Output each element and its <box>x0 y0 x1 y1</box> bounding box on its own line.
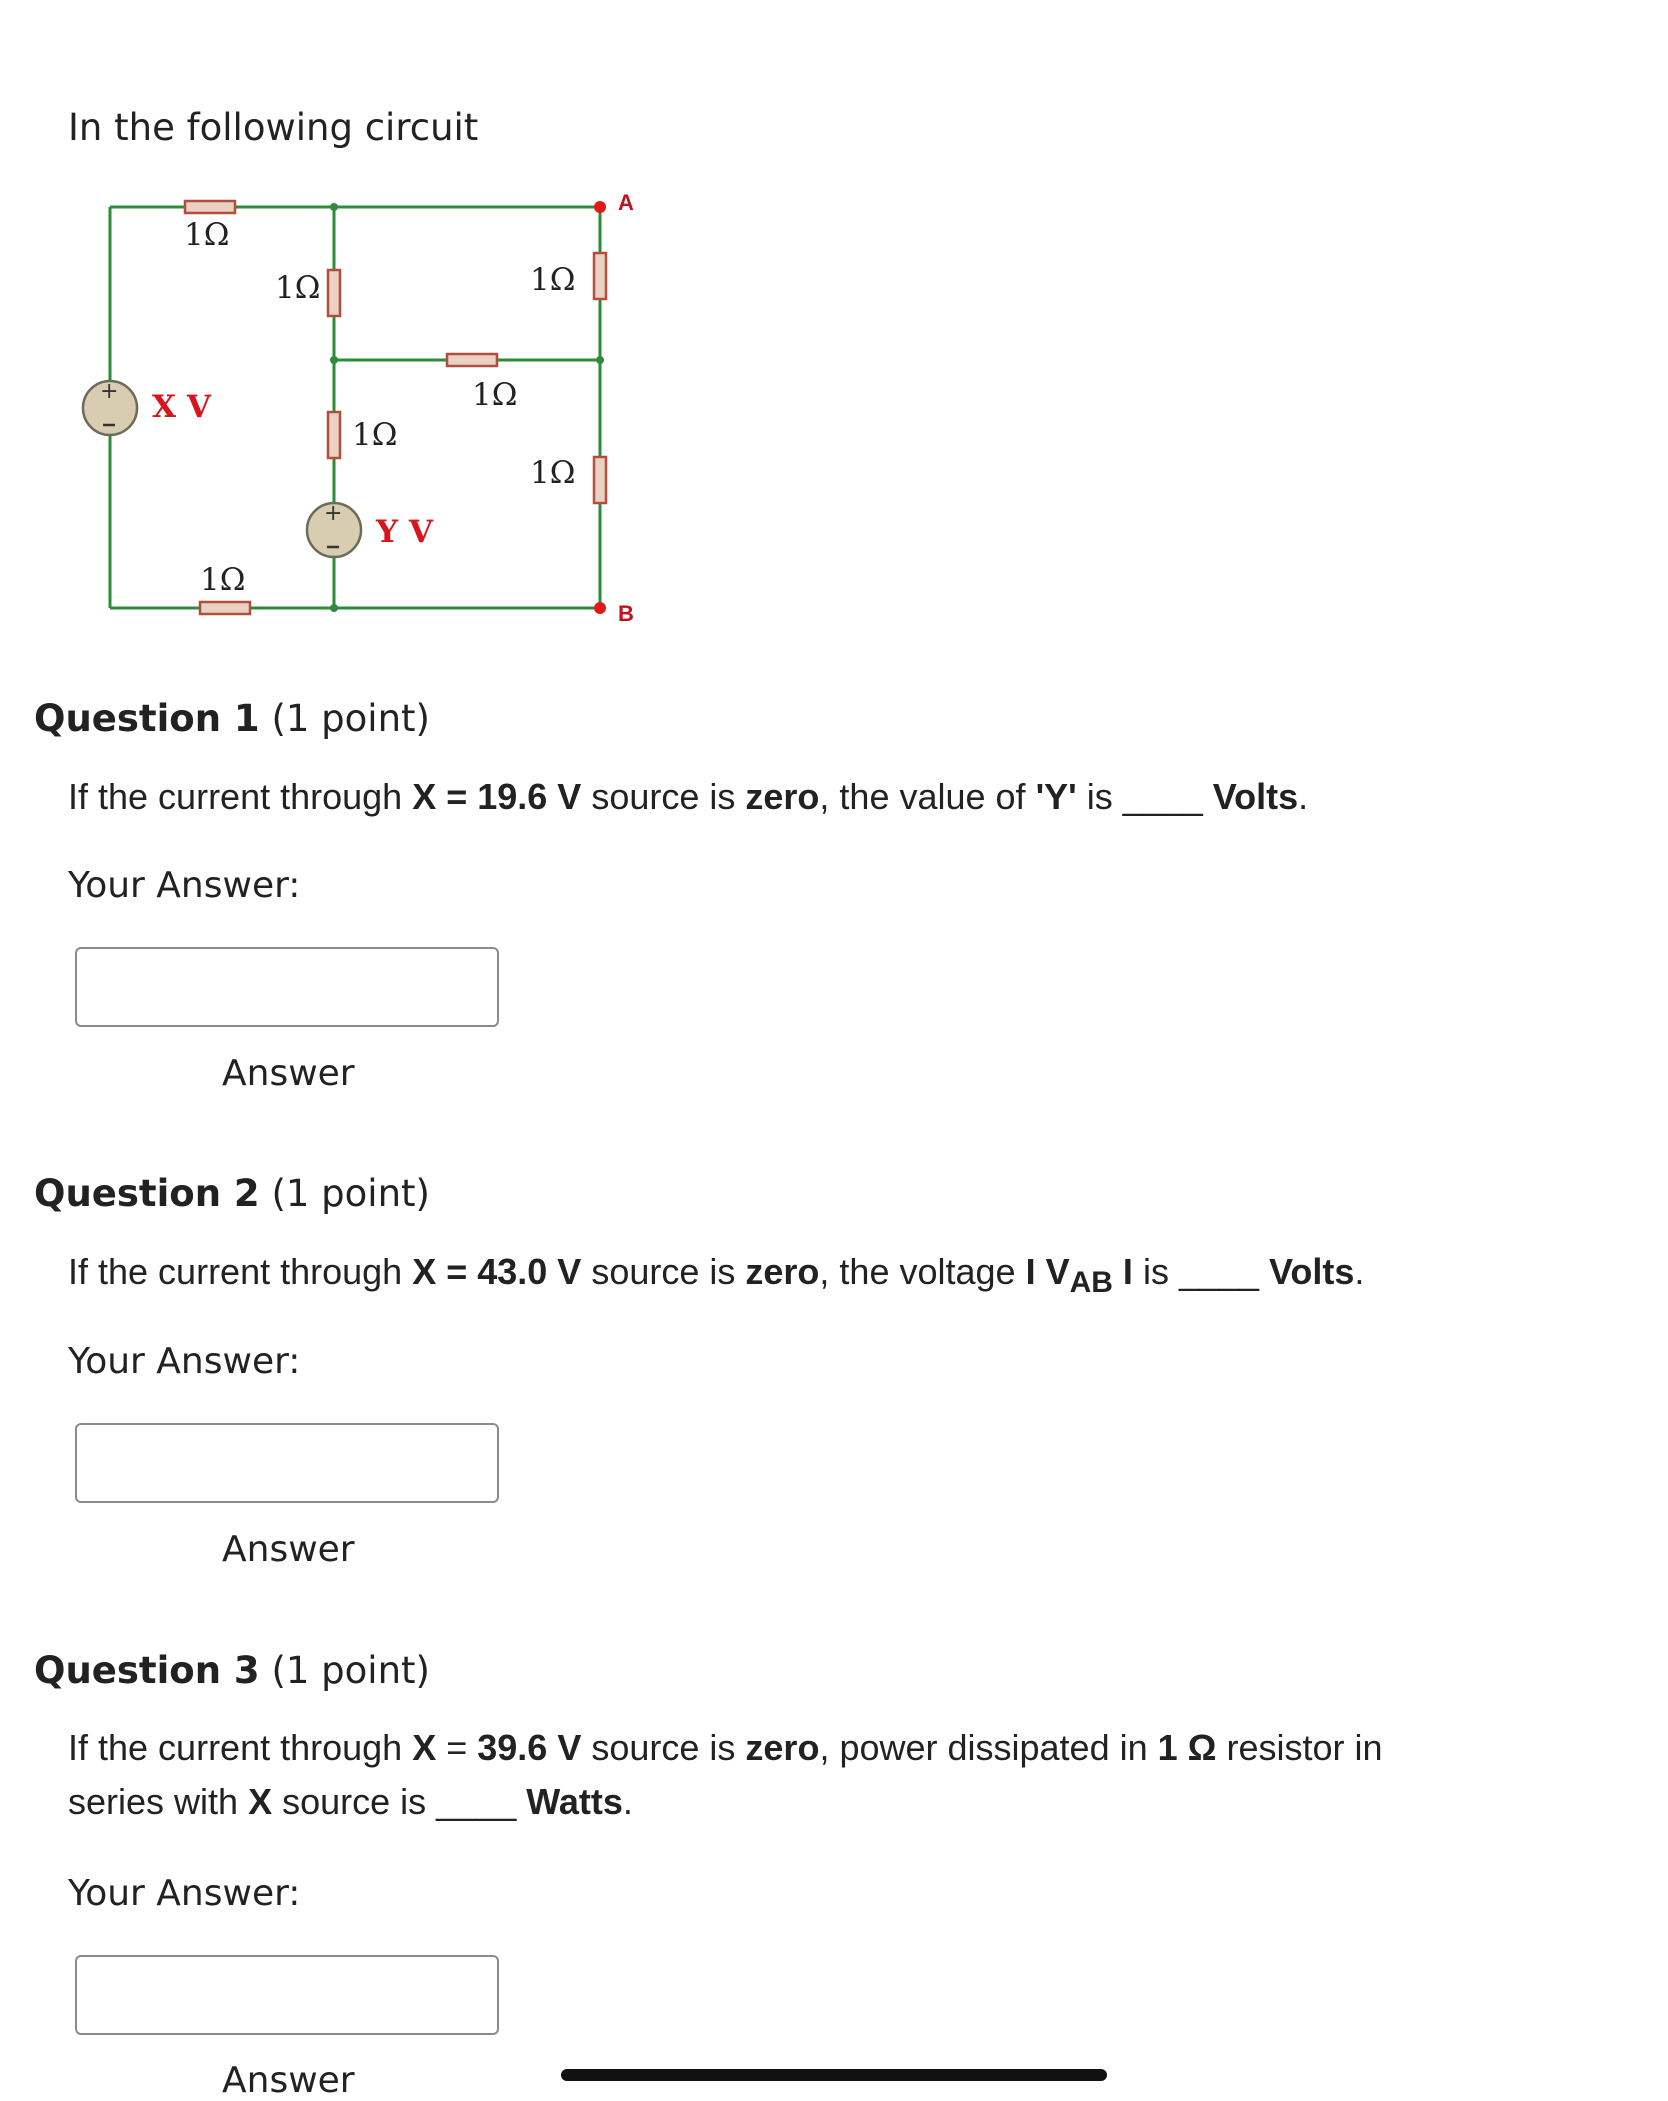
question-2-text: If the current through X = 43.0 V source is zero, the voltage I $V_{AB}$ I is ____ Volts. <box>68 1251 1365 1299</box>
resistor-label: 1Ω <box>200 562 246 598</box>
resistor-label: 1Ω <box>352 417 398 453</box>
question-2-title: Question 2 (1 point) <box>34 1172 430 1215</box>
svg-text:+: + <box>100 379 119 404</box>
voltage-source-x <box>83 379 137 435</box>
question-2-your-answer-label: Your Answer: <box>68 1341 301 1382</box>
question-2-answer-label: Answer <box>222 1529 355 1570</box>
question-1-your-answer-label: Your Answer: <box>68 865 301 906</box>
resistor-label: 1Ω <box>530 262 576 298</box>
resistor-label: 1Ω <box>472 377 518 413</box>
source-y-label: Y V <box>376 514 433 550</box>
svg-text:+: + <box>324 501 343 526</box>
question-3-text-line1: If the current through X = 39.6 V source is zero, power dissipated in 1 Ω resistor in <box>68 1727 1383 1768</box>
question-2-answer-input[interactable] <box>75 1423 499 1503</box>
resistor-right-lower <box>594 457 606 503</box>
circuit-diagram <box>60 180 660 640</box>
source-x-label: X V <box>152 389 211 425</box>
question-1-answer-label: Answer <box>222 1053 355 1094</box>
intro-text: In the following circuit <box>68 106 479 149</box>
node-a-dot <box>594 201 606 213</box>
node-b-dot <box>594 602 606 614</box>
resistor-top <box>185 201 235 213</box>
home-indicator-bar[interactable] <box>561 2069 1107 2081</box>
resistor-label: 1Ω <box>184 217 230 253</box>
question-3-your-answer-label: Your Answer: <box>68 1873 301 1914</box>
question-3-answer-label: Answer <box>222 2060 355 2101</box>
question-3-text-line2: series with X source is ____ Watts. <box>68 1781 633 1822</box>
question-3-title: Question 3 (1 point) <box>34 1649 430 1692</box>
node-a-label: A <box>618 190 634 215</box>
resistor-mid-lower <box>328 412 340 458</box>
node-b-label: B <box>618 601 634 626</box>
resistor-label: 1Ω <box>530 455 576 491</box>
resistor-bottom <box>200 602 250 614</box>
resistor-mid-upper <box>328 270 340 316</box>
question-1-text: If the current through X = 19.6 V source is zero, the value of 'Y' is ____ Volts. <box>68 776 1309 817</box>
resistor-horizontal <box>447 354 497 366</box>
question-3-answer-input[interactable] <box>75 1955 499 2035</box>
resistor-label: 1Ω <box>275 270 321 306</box>
question-1-title: Question 1 (1 point) <box>34 697 430 740</box>
resistor-right-upper <box>594 253 606 299</box>
voltage-source-y <box>307 501 361 557</box>
question-1-answer-input[interactable] <box>75 947 499 1027</box>
